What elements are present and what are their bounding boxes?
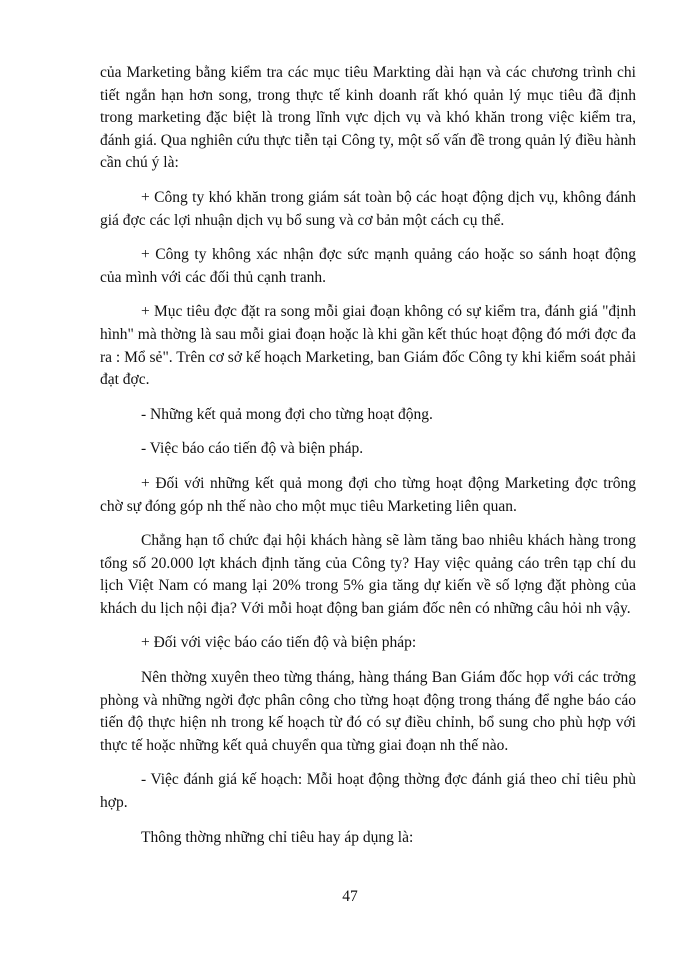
paragraph-intro: của Marketing bằng kiểm tra các mục tiêu Markting dài hạn và các chương trình chi tiết ngắn hạn hơn song, trong thực tế kinh doanh rất khó quản lý mục tiêu đã định trong marketing đặc biệt là trong lĩnh vực dịch vụ và khó khăn trong việc kiểm tra, đánh giá. Qua nghiên cứu thực tiễn tại Công ty, một số vấn đề trong quản lý điều hành cần chú ý là: [100,64,636,172]
paragraph-dash-progress-report: - Việc báo cáo tiến độ và biện pháp. [141,440,364,458]
paragraph-bullet-advertising: + Công ty không xác nhận đợc sức mạnh quảng cáo hoặc so sánh hoạt động của mình với các đối thủ cạnh tranh. [100,246,636,286]
page-number: 47 [342,888,358,905]
paragraph-example: Chẳng hạn tổ chức đại hội khách hàng sẽ làm tăng bao nhiêu khách hàng trong tổng số 20.000 lợt khách định tăng của Công ty? Hay việc quảng cáo trên tạp chí du lịch Việt Nam có mang lại 20% trong 5% gia tăng dự kiến về số lợng đặt phòng của khách du lịch nội địa? Với mỗi hoạt động ban giám đốc nên có những câu hỏi nh vậy. [100,532,636,617]
paragraph-bullet-expected-results: + Đối với những kết quả mong đợi cho từng hoạt động Marketing đợc trông chờ sự đóng góp nh thế nào cho một mục tiêu Marketing liên quan. [100,474,636,515]
body-text [100,62,636,861]
paragraph-dash-expected-results: - Những kết quả mong đợi cho từng hoạt động. [141,405,433,423]
paragraph-monthly-meetings: Nên thờng xuyên theo từng tháng, hàng tháng Ban Giám đốc họp với các trởng phòng và những ngời đợc phân công cho từng hoạt động trong tháng để nghe báo cáo tiến độ thực hiện nh trong kế hoạch từ đó có sự điều chỉnh, bổ sung cho phù hợp với thực tế hoặc những kết quả chuyển qua từng giai đoạn nh thế nào. [100,669,636,754]
paragraph-bullet-monitoring: + Công ty khó khăn trong giám sát toàn bộ các hoạt động dịch vụ, không đánh giá đợc các lợi nhuận dịch vụ bổ sung và cơ bản một cách cụ thể. [100,188,636,229]
paragraph-bullet-progress-report: + Đối với việc báo cáo tiến độ và biện pháp: [141,634,417,652]
paragraph-dash-plan-evaluation: - Việc đánh giá kế hoạch: Mỗi hoạt động thờng đợc đánh giá theo chỉ tiêu phù hợp. [100,771,636,812]
paragraph-bullet-objectives: + Mục tiêu đợc đặt ra song mỗi giai đoạn không có sự kiểm tra, đánh giá "định hình" mà thờng là sau mỗi giai đoạn hoặc là khi gần kết thúc hoạt động đó mới đợc đa ra : Mổ sẻ". Trên cơ sở kế hoạch Marketing, ban Giám đốc Công ty khi kiểm soát phải đạt đợc. [100,303,636,389]
paragraph-common-indicators: Thông thờng những chỉ tiêu hay áp dụng là: [141,828,414,846]
